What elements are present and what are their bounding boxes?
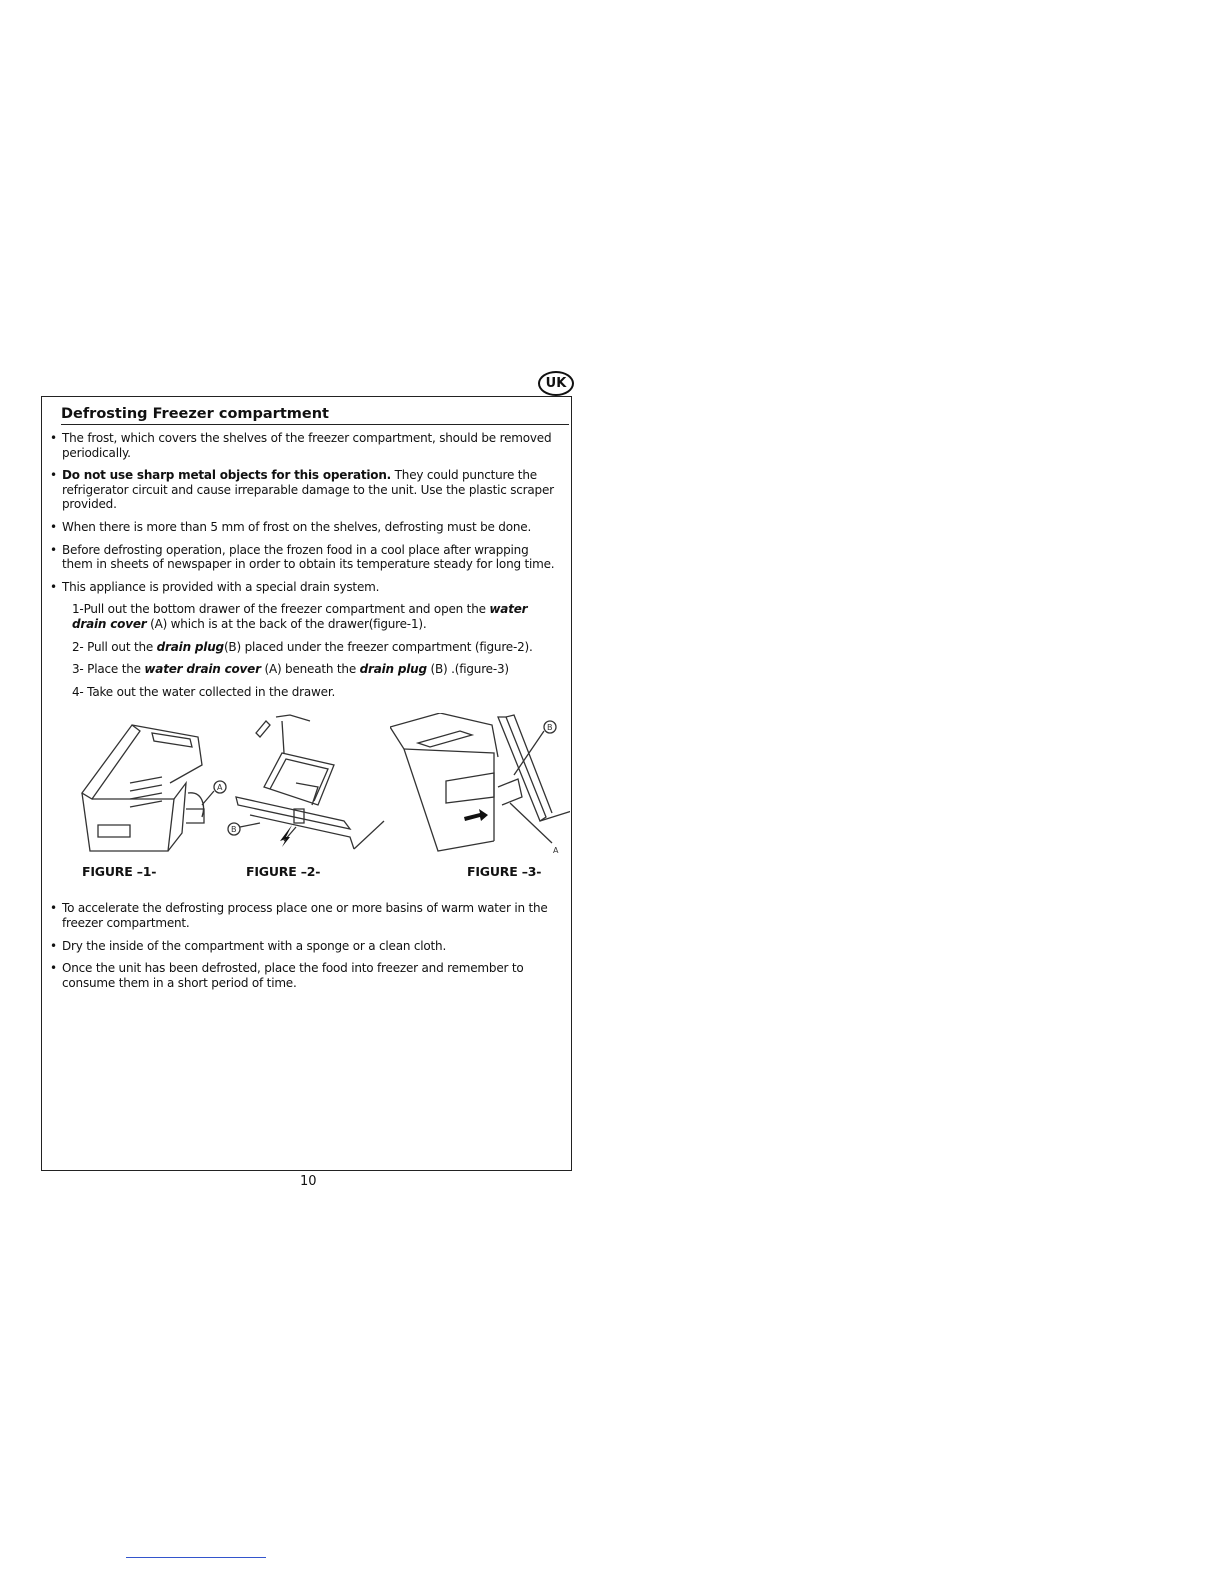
- bullet-item: • This appliance is provided with a special drain system.: [50, 579, 380, 594]
- step-1: 1-Pull out the bottom drawer of the freezer compartment and open the water drain cover (A) which is at the back of the drawer(figure-1).: [72, 602, 528, 631]
- uk-language-badge: UK: [538, 371, 574, 396]
- bullet-item: • Before defrosting operation, place the frozen food in a cool place after wrapping them in sheets of newspaper in order to obtain its temperature steady for long time.: [50, 542, 555, 572]
- step-2: 2- Pull out the drain plug(B) placed under the freezer compartment (figure-2).: [72, 639, 533, 654]
- figure-1-caption: FIGURE –1-: [82, 864, 157, 880]
- bullet-item: • Once the unit has been defrosted, place the food into freezer and remember to consume them in a short period of time.: [50, 961, 524, 990]
- bullet-dot-icon: •: [50, 579, 57, 594]
- bullet-dot-icon: •: [50, 961, 57, 976]
- figure-3-illustration: [390, 713, 570, 863]
- bullet-dot-icon: •: [50, 938, 57, 953]
- bullet-dot-icon: •: [50, 431, 57, 445]
- bullet-dot-icon: •: [50, 901, 57, 916]
- figures-row: [50, 713, 562, 883]
- svg-text:A: A: [217, 783, 223, 793]
- figure-2-illustration: [220, 713, 390, 863]
- bullet-item: • To accelerate the defrosting process place one or more basins of warm water in the freezer compartment.: [50, 901, 548, 930]
- step-3: 3- Place the water drain cover (A) beneath the drain plug (B) .(figure-3): [72, 662, 509, 677]
- bullet-dot-icon: •: [50, 519, 57, 534]
- figure-2-caption: FIGURE –2-: [246, 864, 321, 880]
- svg-text:A: A: [553, 846, 559, 856]
- step-4: 4- Take out the water collected in the drawer.: [72, 684, 336, 699]
- bullet-item: • Dry the inside of the compartment with a sponge or a clean cloth.: [50, 938, 447, 953]
- bullet-item: • When there is more than 5 mm of frost on the shelves, defrosting must be done.: [50, 519, 532, 534]
- svg-text:B: B: [547, 723, 553, 733]
- bullet-item: • Do not use sharp metal objects for this operation. They could puncture the refrigerator circuit and cause irreparable damage to the unit. Use the plastic scraper provided.: [50, 468, 554, 512]
- bullet-dot-icon: •: [50, 468, 57, 483]
- section-title: Defrosting Freezer compartment: [61, 406, 569, 425]
- warning-text: Do not use sharp metal objects for this operation.: [62, 468, 392, 483]
- page-number: 10: [300, 1174, 317, 1189]
- figure-3-caption: FIGURE –3-: [467, 864, 542, 880]
- content-frame: [41, 396, 572, 1171]
- svg-text:B: B: [231, 825, 237, 835]
- bullet-item: • The frost, which covers the shelves of the freezer compartment, should be removed periodically.: [50, 431, 552, 460]
- bullet-dot-icon: •: [50, 542, 57, 557]
- section-body: [50, 431, 562, 998]
- footer-link-underline[interactable]: [126, 1557, 266, 1558]
- figure-1-illustration: [70, 713, 230, 863]
